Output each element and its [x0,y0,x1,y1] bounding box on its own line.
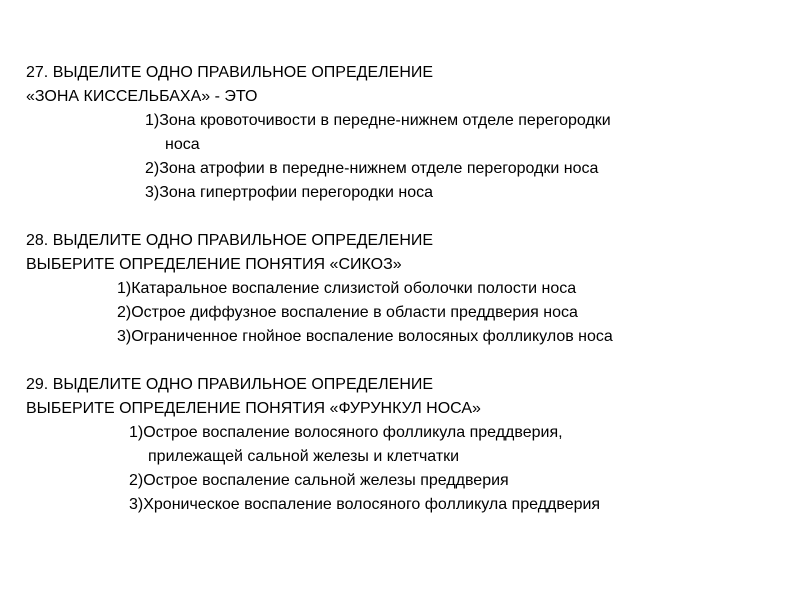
question-subheading: «ЗОНА КИССЕЛЬБАХА» - ЭТО [26,88,258,105]
question-28 [26,229,786,349]
answer-option-1: 1)Зона кровоточивости в передне-нижнем отделе перегородки [145,112,611,129]
answer-option-1: 1)Острое воспаление волосяного фолликула преддверия, [129,424,563,441]
question-heading: 27. ВЫДЕЛИТЕ ОДНО ПРАВИЛЬНОЕ ОПРЕДЕЛЕНИЕ [26,64,434,81]
question-subheading: ВЫБЕРИТЕ ОПРЕДЕЛЕНИЕ ПОНЯТИЯ «ФУРУНКУЛ НОСА» [26,400,481,417]
answer-option-1-continuation: носа [165,136,200,153]
answer-option-3: 3)Хроническое воспаление волосяного фолликула преддверия [129,496,601,513]
question-subheading: ВЫБЕРИТЕ ОПРЕДЕЛЕНИЕ ПОНЯТИЯ «СИКОЗ» [26,256,402,273]
answer-option-2: 2)Острое воспаление сальной железы преддверия [129,472,509,489]
answer-option-1: 1)Катаральное воспаление слизистой оболочки полости носа [117,280,577,297]
answer-option-2: 2)Острое диффузное воспаление в области преддверия носа [117,304,578,321]
question-heading: 28. ВЫДЕЛИТЕ ОДНО ПРАВИЛЬНОЕ ОПРЕДЕЛЕНИЕ [26,232,434,249]
answer-option-3: 3)Зона гипертрофии перегородки носа [145,184,433,201]
answer-option-1-continuation: прилежащей сальной железы и клетчатки [148,448,460,465]
question-27 [26,61,786,205]
question-heading: 29. ВЫДЕЛИТЕ ОДНО ПРАВИЛЬНОЕ ОПРЕДЕЛЕНИЕ [26,376,434,393]
question-29 [26,373,786,517]
answer-option-3: 3)Ограниченное гнойное воспаление волосяных фолликулов носа [117,328,613,345]
answer-option-2: 2)Зона атрофии в передне-нижнем отделе перегородки носа [145,160,599,177]
